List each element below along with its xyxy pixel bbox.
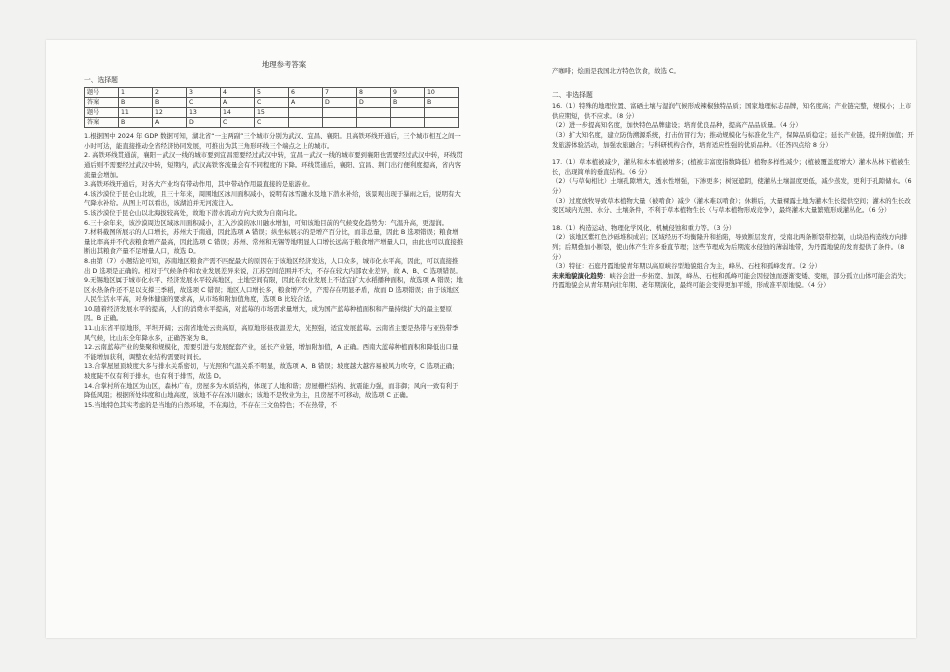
- answer-paragraph: 9.无锡地区属于城市化水平、经济发展水平较高地区，土地空间有限，因此在农业发展上不适宜扩大水稻播种面积，故选项 A 错误；地区水热条件还不足以支撑三季稻，故选项 C 错误；地区人口增长多，粮食增产少，产需存在明显矛盾，故而 D 选项错误；由于该地区人民生活水平高，对身体健康的要求高，从市场和附加值角度，选项 B 比较合适。: [84, 276, 463, 304]
- answer-table-cell: A: [221, 98, 255, 108]
- answer-table-cell: 答案: [85, 98, 119, 108]
- answer-paragraph: 12.云南蓝莓产业的集聚和规模化，需要引进与发展配套产业，延长产业链，增加附加值，A 正确。西南大蓝莓种植面积和降低出口量不能增加获利，调整农业结构需要时间长。: [84, 343, 459, 361]
- answer-table-cell: 11: [119, 108, 153, 118]
- answer-table-cell: [357, 118, 391, 128]
- answer-table-cell: C: [187, 98, 221, 108]
- q18-trend-text: ：峡谷会进一步拓宽、加深，峰丛、石柱和孤峰可能会因侵蚀而逐渐变矮、变细，部分孤立山体可能会消失；丹霞地貌会从青年期向壮年期、老年期演化，最终可能会变得更加平缓，形成准平原地貌。（4 分）: [552, 271, 910, 290]
- answer-table-cell: 2: [153, 88, 187, 98]
- answer-table-cell: [323, 108, 357, 118]
- answer-table-cell: A: [153, 118, 187, 128]
- answer-paragraph: 6.三十余年来，该沙漠周边区域冰川面积减小，汇入沙漠的冰川融水增加，可知该地目前的气候变化趋势为：气温升高，更湿润。: [84, 218, 448, 227]
- left-column: [84, 40, 464, 410]
- answer-paragraph: 2. 高铁环线贯通前，襄阳－武汉一线的城市要到宜昌需要经过武汉中转，宜昌－武汉一线的城市要到襄阳也需要经过武汉中转，环线贯通后则不需要经过武汉中转，短期内，武汉高铁客流量会有不同程度的下降。环线贯通后，襄阳、宜昌、荆门出行便利度提高，省内客流量会增加。: [84, 151, 463, 179]
- answer-table-cell: [425, 108, 459, 118]
- answer-paragraph: 11.山东省平原地形，平坦开阔；云南省地处云贵高原，高原地形昼夜温差大，光照强，适宜发展蓝莓。云南省主要是热带与亚热带季风气候，比山东全年降水多，正确答案为 B。: [84, 324, 459, 342]
- answer-sheet: [46, 40, 916, 638]
- answer-table-cell: 12: [153, 108, 187, 118]
- answer-table-cell: B: [119, 98, 153, 108]
- answer-paragraph: 3.高铁环线开通后，对各大产业均有带动作用，其中带动作用最直接的是旅游业。: [84, 180, 314, 189]
- answer-table-cell: B: [391, 98, 425, 108]
- answer-paragraph: 5.该沙漠位于昆仑山以北海拔较高处，故地下潜水流动方向大致为自南向北。: [84, 208, 301, 217]
- answer-table-cell: 5: [255, 88, 289, 98]
- q17-paragraph: （2）（与草甸相比）土壤孔隙增大，透水性增强，下渗更多；树冠遮阴，使灌丛土壤温度更低，减少蒸发，更利于孔隙储水。（6 分）: [552, 177, 912, 195]
- q18-paragraph: （3）特征：石庭丹霞地貌青年期以高原峡谷型地貌组合为主，峰丛、石柱和孤峰发育。（2 分）: [552, 262, 821, 271]
- section-nonchoice-heading: 二、非选择题: [552, 90, 593, 99]
- answer-table-cell: D: [187, 118, 221, 128]
- answer-table-cell: C: [255, 98, 289, 108]
- answer-table-cell: 8: [357, 88, 391, 98]
- answer-table-cell: 题号: [85, 88, 119, 98]
- right-column: [552, 40, 914, 291]
- answer-table-cell: 3: [187, 88, 221, 98]
- q18-answer: [552, 224, 914, 272]
- answer-table-cell: C: [255, 118, 289, 128]
- answer-table-cell: [323, 118, 357, 128]
- answer-table-cell: 题号: [85, 108, 119, 118]
- answer-table-cell: 14: [221, 108, 255, 118]
- q18-trend: [552, 272, 914, 291]
- answer-table-cell: 10: [425, 88, 459, 98]
- q16-paragraph: （3）扩大知名度，建立防伪溯源系统，打击仿冒行为；推动规模化与标准化生产，保障品质稳定；延长产业链，提升附加值；开发旅游体验活动，加强农旅融合；与科研机构合作，培育适应性强的优质品种。（任答四点给 8 分）: [552, 130, 914, 149]
- answer-table-cell: 4: [221, 88, 255, 98]
- left-answers: [84, 132, 464, 410]
- answer-paragraph: 7.材料截图所展示的人口增长，苏州大于南通，因此选项 A 错误；纵坐标展示的是增产百分比，而非总量，因此 B 选项错误；粮食增量比率高并不代表粮食增产最高，因此选项 C 错误；苏州、常州和无锡等地明显人口增长远高于粮食增产增量人口，由此也可以直接推断出其粮食产量不足增量人口，故选 D。: [84, 228, 464, 256]
- q18-paragraph: 18.（1）构造运动、物理化学风化、机械侵蚀和重力等。（3 分）: [552, 223, 736, 232]
- answer-table-cell: B: [119, 118, 153, 128]
- answer-table-cell: [357, 108, 391, 118]
- answer-paragraph: 14.合掌村所在地区为山区，森林广布，房屋多为木质结构，体现了人地和谐；房屋栅栏结构、抗震能力强，而非御；风向一致有利于降低风阻；根据所处纬度和山地高度，该地不存在冰川融水；该地不是牧业为主，且房屋不可移动，故选项 C 正确。: [84, 381, 459, 400]
- answer-paragraph: 10.随着经济发展水平的提高，人们的消费水平提高，对蓝莓的市场需求量增大，成为国产蓝莓种植面积和产量持续扩大的最主要原因。B 正确。: [84, 304, 453, 323]
- q15-continued: 产咖啡；烩面是我国北方特色饮食，故选 C。: [552, 67, 680, 75]
- answer-table-cell: 9: [391, 88, 425, 98]
- answer-table-cell: [391, 118, 425, 128]
- answer-table-cell: [391, 108, 425, 118]
- answer-paragraph: 15.当地特色其实考虑的是当地的自然环境，不在海边，不存在三文鱼特色；不在热带，不: [84, 400, 338, 409]
- q17-paragraph: （3）过度放牧导致草本植物大量（被啃食）减少（灌木难以啃食）；休耕后，大量裸露土地为灌木生长提供空间；灌木的生长改变区域内光照、水分、土壤条件，不利于草本植物生长（与草本植物形成竞争），最终灌木大量繁殖形成灌丛化。（6 分）: [552, 196, 911, 215]
- answer-table-cell: D: [323, 98, 357, 108]
- answer-table-row: [85, 108, 459, 118]
- answer-table-cell: B: [425, 98, 459, 108]
- answer-paragraph: 13.合掌屋屋顶坡度大多与排水关系密切，与光照和气温关系不明显，故选项 A、B 错误；坡度越大越容易被风力吹夸，C 选项正确；坡度陡不仅有利于排水，也有利于排雪，故选 D。: [84, 362, 459, 381]
- answer-table-cell: A: [289, 98, 323, 108]
- answer-table: [84, 87, 459, 128]
- answer-table-cell: 6: [289, 88, 323, 98]
- answer-table-cell: C: [221, 118, 255, 128]
- answer-table-row: [85, 88, 459, 98]
- q16-answer: [552, 102, 914, 150]
- answer-paragraph: 1.根据图中 2024 年 GDP 数据可知，湖北省“一主两副”三个城市分别为武汉、宜昌、襄阳。且高铁环线开通后，三个城市相互之间一小时可达，能直接推动全省经济协同发展，可推出为其三角形环线三个端点之上的城市。: [84, 132, 461, 150]
- q18-paragraph: （2）该地区紫红色沙砾堆积成岩；区域经历不均衡隆升和抬陷，导致断层发育，受南北两条断裂带控制，山块沿构造线方向排列；后期叠加小断裂，使山体产生许多垂直节理；这些节理成为后期流水侵蚀的薄弱地带，为丹霞地貌的发育提供了条件。（8 分）: [552, 233, 908, 261]
- q17-answer: [552, 158, 914, 216]
- answer-table-cell: 15: [255, 108, 289, 118]
- q16-paragraph: 16.（1）特殊的地理位置、富硒土壤与湿润气候形成辣椒独特品质；国家地理标志品牌，知名度高；产业链完整，规模小；上市供应期短，供不应求。（8 分）: [552, 102, 912, 120]
- q16-paragraph: （2）进一步提高知名度，加快特色品牌建设；培育优良品种，提高产品品质量。（4 分）: [552, 121, 802, 130]
- answer-table-cell: [289, 108, 323, 118]
- q18-trend-label: 未来地貌演化趋势: [552, 271, 604, 280]
- answer-table-cell: B: [153, 98, 187, 108]
- answer-table-cell: 7: [323, 88, 357, 98]
- answer-table-row: [85, 118, 459, 128]
- q17-paragraph: 17.（1）草本植被减少，灌丛和木本植被增多；(植被丰富度指数降低）植物多样性减少；(植被覆盖度增大）灌木丛林下植被生长，出现简单的垂直结构。（6 分）: [552, 158, 910, 176]
- document-title: 地理参考答案: [261, 60, 307, 69]
- answer-table-cell: 1: [119, 88, 153, 98]
- answer-table-cell: [289, 118, 323, 128]
- section-choice-heading: 一、选择题: [84, 75, 118, 84]
- answer-table-cell: [425, 118, 459, 128]
- answer-table-row: [85, 98, 459, 108]
- answer-table-cell: 答案: [85, 118, 119, 128]
- answer-paragraph: 8.由第（7）小题结论可知，苏南地区粮食产需不匹配最大的原因在于该地区经济发达，人口众多，城市化水平高，因此，可以直接推出 D 选项是正确的。相对于气候条件和农业发展差异来说，江苏空间范围并不大，不存在较大内部农业差异，故 A、B、C 选项错误。: [84, 256, 462, 275]
- answer-table-cell: 13: [187, 108, 221, 118]
- answer-table-cell: D: [357, 98, 391, 108]
- answer-paragraph: 4.该沙漠位于昆仑山北坡，且三十年来，周围地区冰川面积减小，说明有冰雪融水及地下潜水补给，该景观出现于暴雨之后，说明有大气降水补给。从图上可以看出，该湖泊并无河流注入。: [84, 189, 461, 208]
